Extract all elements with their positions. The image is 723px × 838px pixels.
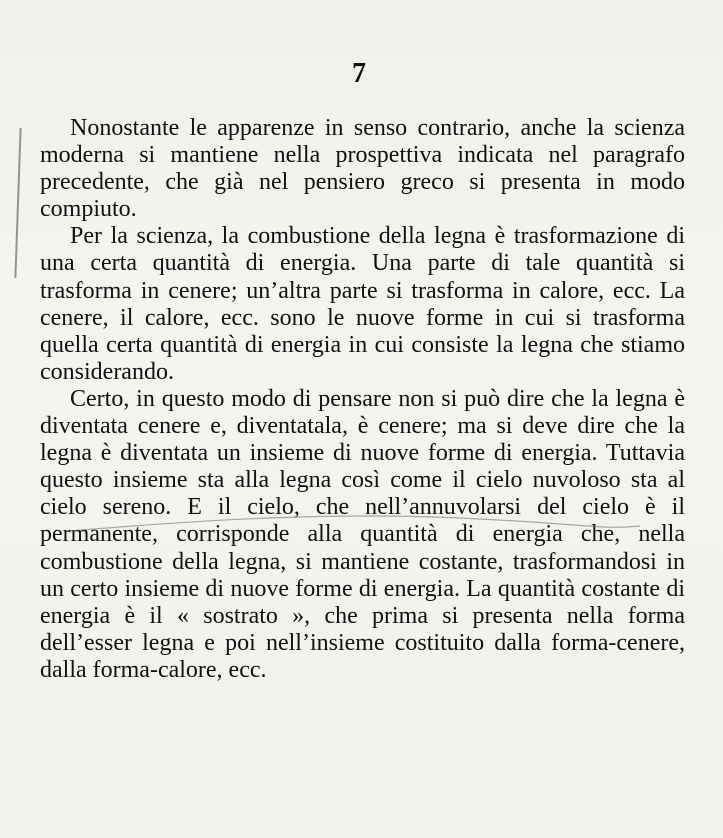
paragraph-2: Per la scienza, la combustione della legna è trasformazione di una certa quantità di energia. Una parte di tale quantità si trasforma in cenere; un’altra parte si trasforma in calore, ecc. La cenere, il calore, ecc. sono le nuove forme in cui si trasforma quella certa quantità di energia in cui consiste la legna che stiamo considerando.: [40, 223, 685, 385]
section-number: 7: [352, 58, 366, 89]
margin-pencil-mark: [14, 128, 21, 278]
text-body: [40, 115, 685, 684]
paragraph-1: Nonostante le apparenze in senso contrario, anche la scienza moderna si mantiene nella prospettiva indicata nel paragrafo precedente, che già nel pensiero greco si presenta in modo compiuto.: [40, 115, 685, 223]
paragraph-3: Certo, in questo modo di pensare non si può dire che la legna è diventata cenere e, diventatala, è cenere; ma si deve dire che la legna è diventata un insieme di nuove forme di energia. Tuttavia questo insieme sta alla legna così come il cielo nuvoloso sta al cielo sereno. E il cielo, che nell’annuvolarsi del cielo è il permanente, corrisponde alla quantità di energia che, nella combustione della legna, si mantiene costante, trasformandosi in un certo insieme di nuove forme di energia. La quantità costante di energia è il « sostrato », che prima si presenta nella forma dell’esser legna e poi nell’insieme costituito dalla forma-cenere, dalla forma-calore, ecc.: [40, 385, 685, 683]
